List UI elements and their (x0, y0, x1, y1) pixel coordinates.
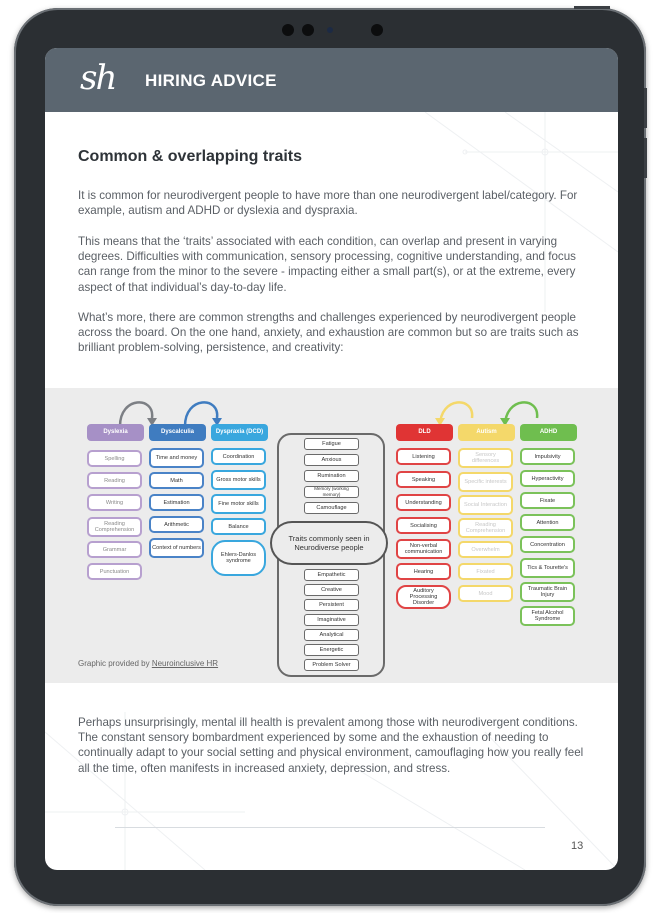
volume-button (644, 88, 647, 128)
paragraph: Perhaps unsurprisingly, mental ill health is prevalent among those with neurodivergent conditions. The constant sensory bombardment experienced by some and the exhaustion of needing to continually adapt to your social setting and physical environment, camouflaging how you really feel all the time, often manifests in increased anxiety, depression, and stress. (78, 716, 584, 775)
trait-pill: Anxious (304, 454, 359, 466)
trait-pill: Creative (304, 584, 359, 596)
trait-pill: Fixated (458, 563, 513, 580)
dld-header: DLD (396, 424, 453, 441)
dyslexia-header: Dyslexia (87, 424, 144, 441)
trait-pill: Speaking (396, 471, 451, 488)
trait-pill: Coordination (211, 448, 266, 465)
trait-pill: Estimation (149, 494, 204, 511)
trait-pill: Time and money (149, 448, 204, 468)
trait-pill: Arithmetic (149, 516, 204, 533)
footer-divider (115, 827, 545, 828)
trait-pill: Specific interests (458, 472, 513, 492)
trait-pill: Problem Solver (304, 659, 359, 671)
document-page (45, 48, 618, 870)
trait-pill: Memory (working memory) (304, 486, 359, 498)
trait-pill: Spelling (87, 450, 142, 467)
trait-pill: Reading Comprehension (458, 518, 513, 538)
trait-pill: Ehlers-Danlos syndrome (211, 540, 266, 576)
autism-header: Autism (458, 424, 515, 441)
trait-pill: Traumatic Brain Injury (520, 582, 575, 602)
traits-diagram (45, 388, 618, 683)
sensor-icon (302, 24, 314, 36)
trait-pill: Writing (87, 494, 142, 511)
brand-name: HIRING ADVICE (145, 71, 277, 90)
trait-pill: Hyperactivity (520, 470, 575, 487)
sensor-icon (282, 24, 294, 36)
trait-pill: Gross motor skills (211, 470, 266, 490)
trait-pill: Overwhelm (458, 541, 513, 558)
trait-pill: Understanding (396, 494, 451, 511)
page-header (45, 48, 618, 112)
trait-pill: Tics & Tourette's (520, 558, 575, 578)
adhd-header: ADHD (520, 424, 577, 441)
brand-logo: sh (80, 58, 116, 98)
volume-button (644, 138, 647, 178)
trait-pill: Mood (458, 585, 513, 602)
trait-pill: Camouflage (304, 502, 359, 514)
page-title: Common & overlapping traits (78, 148, 303, 165)
credit-link[interactable]: Neuroinclusive HR (151, 659, 219, 668)
trait-pill: Context of numbers (149, 538, 204, 558)
paragraph: This means that the ‘traits’ associated with each condition, can overlap and present in varying degrees. Difficulties with communication, sensory processing, cognitive understanding, and focus can range from the minor to the severe - impacting either a small part(s), or at the extreme, every aspect of that individual’s day-to-day life. (78, 235, 576, 294)
trait-pill: Social Interaction (458, 495, 513, 515)
trait-pill: Socialising (396, 517, 451, 534)
trait-pill: Auditory Processing Disorder (396, 585, 451, 609)
trait-pill: Reading Comprehension (87, 517, 142, 537)
trait-pill: Listening (396, 448, 451, 465)
trait-pill: Fetal Alcohol Syndrome (520, 606, 575, 626)
trait-pill: Hearing (396, 563, 451, 580)
trait-pill: Reading (87, 472, 142, 489)
page-number: 13 (571, 840, 584, 852)
trait-pill: Fatigue (304, 438, 359, 450)
trait-pill: Balance (211, 518, 266, 535)
camera-icon (327, 27, 333, 33)
trait-pill: Concentration (520, 536, 575, 553)
trait-pill: Impulsivity (520, 448, 575, 465)
trait-pill: Analytical (304, 629, 359, 641)
trait-pill: Fine motor skills (211, 494, 266, 514)
sensor-icon (371, 24, 383, 36)
power-button (574, 6, 610, 9)
credit-prefix: Graphic provided by (78, 659, 150, 668)
trait-pill: Non-verbal communication (396, 539, 451, 559)
trait-pill: Sensory differences (458, 448, 513, 468)
trait-pill: Fixate (520, 492, 575, 509)
trait-pill: Energetic (304, 644, 359, 656)
trait-pill: Attention (520, 514, 575, 531)
figure-credit (78, 659, 218, 668)
dyscalculia-header: Dyscalculia (149, 424, 206, 441)
trait-pill: Grammar (87, 541, 142, 558)
trait-pill: Math (149, 472, 204, 489)
dyspraxia-header: Dyspraxia (DCD) (211, 424, 268, 441)
trait-pill: Rumination (304, 470, 359, 482)
trait-pill: Empathetic (304, 569, 359, 581)
paragraph: What’s more, there are common strengths and challenges experienced by neurodivergent people across the board. On the one hand, anxiety, and exhaustion are common but so are traits such as brilliant problem-solving, persistence, and creativity: (78, 311, 579, 355)
trait-pill: Persistent (304, 599, 359, 611)
trait-pill: Imaginative (304, 614, 359, 626)
paragraph: It is common for neurodivergent people to have more than one neurodivergent label/category. For example, autism and ADHD or dyslexia and dyspraxia. (78, 189, 578, 218)
trait-pill: Punctuation (87, 563, 142, 580)
center-label: Traits commonly seen in Neurodiverse people (270, 521, 388, 565)
